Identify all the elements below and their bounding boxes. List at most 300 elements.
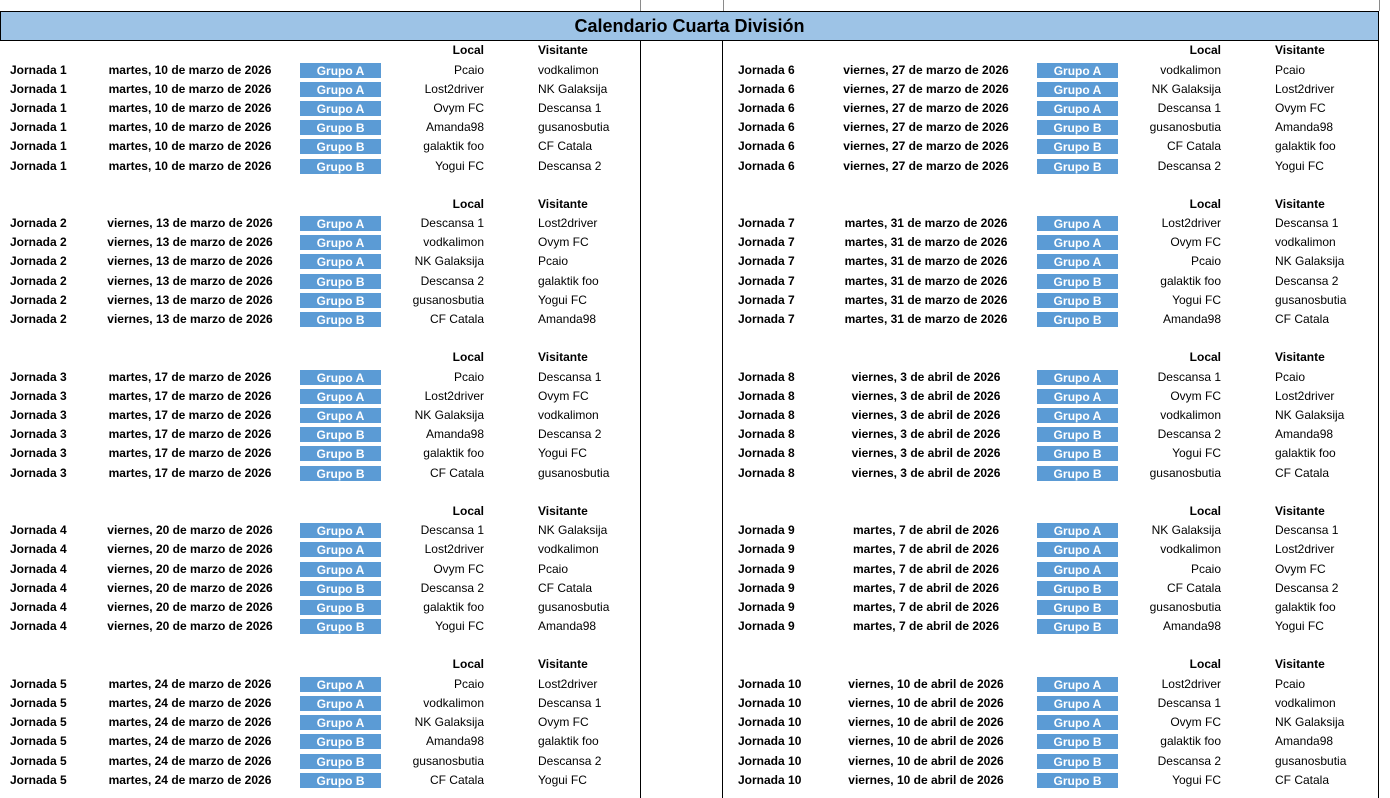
jornada-cell[interactable]: Jornada 2 xyxy=(10,254,67,269)
group-cell[interactable]: Grupo A xyxy=(1036,561,1119,578)
group-cell[interactable]: Grupo B xyxy=(1036,772,1119,789)
group-cell[interactable]: Grupo B xyxy=(299,138,382,155)
jornada-cell[interactable]: Jornada 7 xyxy=(738,254,795,269)
away-team-cell[interactable]: Amanda98 xyxy=(1275,734,1334,749)
away-team-cell[interactable]: Descansa 1 xyxy=(538,696,602,711)
away-team-cell[interactable]: Descansa 1 xyxy=(1275,523,1339,538)
home-team-cell[interactable]: Amanda98 xyxy=(1162,312,1221,327)
date-cell[interactable]: viernes, 3 de abril de 2026 xyxy=(851,465,1001,480)
group-cell[interactable]: Grupo B xyxy=(299,119,382,136)
group-cell[interactable]: Grupo A xyxy=(1036,522,1119,539)
home-team-cell[interactable]: Lost2driver xyxy=(1161,676,1221,691)
away-team-cell[interactable]: gusanosbutia xyxy=(538,600,610,615)
away-team-cell[interactable]: Pcaio xyxy=(538,561,569,576)
away-team-cell[interactable]: Descansa 2 xyxy=(538,753,602,768)
jornada-cell[interactable]: Jornada 1 xyxy=(10,139,67,154)
home-team-cell[interactable]: NK Galaksija xyxy=(414,715,484,730)
group-cell[interactable]: Grupo A xyxy=(299,369,382,386)
date-cell[interactable]: viernes, 27 de marzo de 2026 xyxy=(843,100,1009,115)
home-team-cell[interactable]: CF Catala xyxy=(1166,139,1221,154)
jornada-cell[interactable]: Jornada 8 xyxy=(738,369,795,384)
group-cell[interactable]: Grupo A xyxy=(299,62,382,79)
group-cell[interactable]: Grupo B xyxy=(299,292,382,309)
home-team-cell[interactable]: Lost2driver xyxy=(424,388,484,403)
jornada-cell[interactable]: Jornada 10 xyxy=(738,753,802,768)
home-team-cell[interactable]: Yogui FC xyxy=(435,158,484,173)
home-team-cell[interactable]: vodkalimon xyxy=(1160,408,1221,423)
group-cell[interactable]: Grupo B xyxy=(1036,465,1119,482)
away-team-cell[interactable]: Descansa 2 xyxy=(1275,273,1339,288)
home-team-cell[interactable]: CF Catala xyxy=(1166,580,1221,595)
away-team-cell[interactable]: NK Galaksija xyxy=(538,81,608,96)
group-cell[interactable]: Grupo A xyxy=(1036,695,1119,712)
group-cell[interactable]: Grupo A xyxy=(299,407,382,424)
local-header[interactable]: Local xyxy=(1189,196,1221,211)
home-team-cell[interactable]: CF Catala xyxy=(429,465,484,480)
jornada-cell[interactable]: Jornada 5 xyxy=(10,696,67,711)
away-team-cell[interactable]: Pcaio xyxy=(1275,676,1306,691)
date-cell[interactable]: viernes, 3 de abril de 2026 xyxy=(851,388,1001,403)
jornada-cell[interactable]: Jornada 3 xyxy=(10,465,67,480)
group-cell[interactable]: Grupo B xyxy=(1036,580,1119,597)
group-cell[interactable]: Grupo A xyxy=(1036,234,1119,251)
jornada-cell[interactable]: Jornada 2 xyxy=(10,292,67,307)
date-cell[interactable]: viernes, 13 de marzo de 2026 xyxy=(107,273,273,288)
date-cell[interactable]: viernes, 10 de abril de 2026 xyxy=(848,734,1004,749)
home-team-cell[interactable]: gusanosbutia xyxy=(412,292,484,307)
group-cell[interactable]: Grupo B xyxy=(1036,733,1119,750)
jornada-cell[interactable]: Jornada 8 xyxy=(738,465,795,480)
date-cell[interactable]: viernes, 27 de marzo de 2026 xyxy=(843,139,1009,154)
jornada-cell[interactable]: Jornada 8 xyxy=(738,408,795,423)
away-team-cell[interactable]: galaktik foo xyxy=(1275,600,1336,615)
jornada-cell[interactable]: Jornada 4 xyxy=(10,580,67,595)
away-team-cell[interactable]: Descansa 1 xyxy=(538,100,602,115)
home-team-cell[interactable]: Ovym FC xyxy=(1170,715,1221,730)
home-team-cell[interactable]: gusanosbutia xyxy=(1149,465,1221,480)
date-cell[interactable]: martes, 17 de marzo de 2026 xyxy=(108,427,272,442)
date-cell[interactable]: martes, 7 de abril de 2026 xyxy=(852,542,1000,557)
jornada-cell[interactable]: Jornada 10 xyxy=(738,734,802,749)
away-team-cell[interactable]: gusanosbutia xyxy=(538,465,610,480)
date-cell[interactable]: martes, 10 de marzo de 2026 xyxy=(108,158,272,173)
jornada-cell[interactable]: Jornada 2 xyxy=(10,235,67,250)
jornada-cell[interactable]: Jornada 5 xyxy=(10,753,67,768)
home-team-cell[interactable]: CF Catala xyxy=(429,772,484,787)
jornada-cell[interactable]: Jornada 1 xyxy=(10,158,67,173)
jornada-cell[interactable]: Jornada 3 xyxy=(10,369,67,384)
jornada-cell[interactable]: Jornada 6 xyxy=(738,62,795,77)
home-team-cell[interactable]: Descansa 2 xyxy=(420,273,484,288)
group-cell[interactable]: Grupo B xyxy=(1036,273,1119,290)
jornada-cell[interactable]: Jornada 10 xyxy=(738,696,802,711)
local-header[interactable]: Local xyxy=(1189,43,1221,57)
jornada-cell[interactable]: Jornada 8 xyxy=(738,446,795,461)
date-cell[interactable]: viernes, 20 de marzo de 2026 xyxy=(107,580,273,595)
date-cell[interactable]: viernes, 27 de marzo de 2026 xyxy=(843,158,1009,173)
away-team-cell[interactable]: vodkalimon xyxy=(538,542,599,557)
away-team-cell[interactable]: galaktik foo xyxy=(538,734,599,749)
date-cell[interactable]: martes, 7 de abril de 2026 xyxy=(852,561,1000,576)
home-team-cell[interactable]: NK Galaksija xyxy=(1151,523,1221,538)
home-team-cell[interactable]: Ovym FC xyxy=(433,100,484,115)
group-cell[interactable]: Grupo A xyxy=(299,541,382,558)
date-cell[interactable]: martes, 17 de marzo de 2026 xyxy=(108,408,272,423)
jornada-cell[interactable]: Jornada 2 xyxy=(10,216,67,231)
home-team-cell[interactable]: Ovym FC xyxy=(1170,235,1221,250)
date-cell[interactable]: martes, 10 de marzo de 2026 xyxy=(108,100,272,115)
away-team-cell[interactable]: Yogui FC xyxy=(538,446,587,461)
home-team-cell[interactable]: Lost2driver xyxy=(1161,216,1221,231)
home-team-cell[interactable]: Pcaio xyxy=(453,676,484,691)
jornada-cell[interactable]: Jornada 7 xyxy=(738,292,795,307)
away-team-cell[interactable]: CF Catala xyxy=(1275,312,1330,327)
away-team-cell[interactable]: Yogui FC xyxy=(538,292,587,307)
date-cell[interactable]: viernes, 27 de marzo de 2026 xyxy=(843,120,1009,135)
home-team-cell[interactable]: Yogui FC xyxy=(1172,446,1221,461)
home-team-cell[interactable]: NK Galaksija xyxy=(414,408,484,423)
group-cell[interactable]: Grupo B xyxy=(1036,311,1119,328)
jornada-cell[interactable]: Jornada 1 xyxy=(10,81,67,96)
home-team-cell[interactable]: NK Galaksija xyxy=(1151,81,1221,96)
home-team-cell[interactable]: Descansa 1 xyxy=(420,216,484,231)
home-team-cell[interactable]: Amanda98 xyxy=(1162,619,1221,634)
group-cell[interactable]: Grupo A xyxy=(299,215,382,232)
date-cell[interactable]: martes, 17 de marzo de 2026 xyxy=(108,446,272,461)
date-cell[interactable]: viernes, 13 de marzo de 2026 xyxy=(107,235,273,250)
jornada-cell[interactable]: Jornada 9 xyxy=(738,542,795,557)
jornada-cell[interactable]: Jornada 1 xyxy=(10,62,67,77)
group-cell[interactable]: Grupo A xyxy=(299,695,382,712)
home-team-cell[interactable]: Descansa 2 xyxy=(1157,158,1221,173)
jornada-cell[interactable]: Jornada 5 xyxy=(10,734,67,749)
home-team-cell[interactable]: vodkalimon xyxy=(423,235,484,250)
jornada-cell[interactable]: Jornada 10 xyxy=(738,715,802,730)
away-team-cell[interactable]: Yogui FC xyxy=(1275,619,1324,634)
local-header[interactable]: Local xyxy=(1189,503,1221,518)
date-cell[interactable]: viernes, 27 de marzo de 2026 xyxy=(843,81,1009,96)
away-team-cell[interactable]: CF Catala xyxy=(538,580,593,595)
group-cell[interactable]: Grupo A xyxy=(299,676,382,693)
visitante-header[interactable]: Visitante xyxy=(538,196,588,211)
away-team-cell[interactable]: gusanosbutia xyxy=(1275,753,1347,768)
date-cell[interactable]: martes, 24 de marzo de 2026 xyxy=(108,715,272,730)
visitante-header[interactable]: Visitante xyxy=(1275,350,1325,365)
home-team-cell[interactable]: galaktik foo xyxy=(423,600,484,615)
group-cell[interactable]: Grupo A xyxy=(1036,407,1119,424)
date-cell[interactable]: viernes, 20 de marzo de 2026 xyxy=(107,542,273,557)
jornada-cell[interactable]: Jornada 7 xyxy=(738,273,795,288)
jornada-cell[interactable]: Jornada 10 xyxy=(738,772,802,787)
local-header[interactable]: Local xyxy=(452,657,484,672)
date-cell[interactable]: martes, 31 de marzo de 2026 xyxy=(844,312,1008,327)
date-cell[interactable]: martes, 17 de marzo de 2026 xyxy=(108,465,272,480)
date-cell[interactable]: viernes, 13 de marzo de 2026 xyxy=(107,312,273,327)
away-team-cell[interactable]: CF Catala xyxy=(1275,465,1330,480)
home-team-cell[interactable]: Descansa 2 xyxy=(1157,753,1221,768)
group-cell[interactable]: Grupo A xyxy=(1036,62,1119,79)
home-team-cell[interactable]: Ovym FC xyxy=(1170,388,1221,403)
date-cell[interactable]: martes, 10 de marzo de 2026 xyxy=(108,81,272,96)
away-team-cell[interactable]: Amanda98 xyxy=(1275,120,1334,135)
home-team-cell[interactable]: CF Catala xyxy=(429,312,484,327)
jornada-cell[interactable]: Jornada 8 xyxy=(738,427,795,442)
home-team-cell[interactable]: vodkalimon xyxy=(1160,542,1221,557)
away-team-cell[interactable]: galaktik foo xyxy=(1275,446,1336,461)
group-cell[interactable]: Grupo B xyxy=(1036,426,1119,443)
date-cell[interactable]: martes, 31 de marzo de 2026 xyxy=(844,254,1008,269)
home-team-cell[interactable]: Descansa 2 xyxy=(420,580,484,595)
jornada-cell[interactable]: Jornada 10 xyxy=(738,676,802,691)
date-cell[interactable]: viernes, 3 de abril de 2026 xyxy=(851,446,1001,461)
home-team-cell[interactable]: NK Galaksija xyxy=(414,254,484,269)
away-team-cell[interactable]: Amanda98 xyxy=(538,619,597,634)
away-team-cell[interactable]: vodkalimon xyxy=(1275,696,1336,711)
date-cell[interactable]: viernes, 13 de marzo de 2026 xyxy=(107,254,273,269)
away-team-cell[interactable]: Lost2driver xyxy=(538,216,598,231)
jornada-cell[interactable]: Jornada 5 xyxy=(10,715,67,730)
date-cell[interactable]: viernes, 20 de marzo de 2026 xyxy=(107,600,273,615)
group-cell[interactable]: Grupo B xyxy=(1036,618,1119,635)
group-cell[interactable]: Grupo A xyxy=(299,253,382,270)
home-team-cell[interactable]: galaktik foo xyxy=(423,139,484,154)
jornada-cell[interactable]: Jornada 1 xyxy=(10,100,67,115)
group-cell[interactable]: Grupo A xyxy=(1036,81,1119,98)
group-cell[interactable]: Grupo A xyxy=(1036,253,1119,270)
home-team-cell[interactable]: Pcaio xyxy=(453,62,484,77)
home-team-cell[interactable]: Pcaio xyxy=(1190,561,1221,576)
date-cell[interactable]: viernes, 10 de abril de 2026 xyxy=(848,715,1004,730)
jornada-cell[interactable]: Jornada 1 xyxy=(10,120,67,135)
home-team-cell[interactable]: gusanosbutia xyxy=(412,753,484,768)
away-team-cell[interactable]: CF Catala xyxy=(1275,772,1330,787)
group-cell[interactable]: Grupo A xyxy=(1036,100,1119,117)
group-cell[interactable]: Grupo A xyxy=(299,522,382,539)
group-cell[interactable]: Grupo B xyxy=(299,580,382,597)
group-cell[interactable]: Grupo B xyxy=(299,733,382,750)
home-team-cell[interactable]: Lost2driver xyxy=(424,81,484,96)
group-cell[interactable]: Grupo A xyxy=(299,388,382,405)
date-cell[interactable]: viernes, 3 de abril de 2026 xyxy=(851,369,1001,384)
date-cell[interactable]: viernes, 20 de marzo de 2026 xyxy=(107,619,273,634)
date-cell[interactable]: martes, 10 de marzo de 2026 xyxy=(108,120,272,135)
group-cell[interactable]: Grupo B xyxy=(1036,119,1119,136)
away-team-cell[interactable]: Descansa 2 xyxy=(1275,580,1339,595)
home-team-cell[interactable]: Amanda98 xyxy=(425,427,484,442)
date-cell[interactable]: martes, 24 de marzo de 2026 xyxy=(108,753,272,768)
date-cell[interactable]: martes, 24 de marzo de 2026 xyxy=(108,696,272,711)
date-cell[interactable]: martes, 10 de marzo de 2026 xyxy=(108,62,272,77)
jornada-cell[interactable]: Jornada 4 xyxy=(10,619,67,634)
date-cell[interactable]: viernes, 27 de marzo de 2026 xyxy=(843,62,1009,77)
away-team-cell[interactable]: vodkalimon xyxy=(538,62,599,77)
away-team-cell[interactable]: Pcaio xyxy=(1275,62,1306,77)
date-cell[interactable]: martes, 17 de marzo de 2026 xyxy=(108,369,272,384)
jornada-cell[interactable]: Jornada 9 xyxy=(738,561,795,576)
group-cell[interactable]: Grupo B xyxy=(299,273,382,290)
group-cell[interactable]: Grupo B xyxy=(299,753,382,770)
home-team-cell[interactable]: gusanosbutia xyxy=(1149,600,1221,615)
group-cell[interactable]: Grupo B xyxy=(1036,599,1119,616)
date-cell[interactable]: martes, 7 de abril de 2026 xyxy=(852,600,1000,615)
group-cell[interactable]: Grupo A xyxy=(299,234,382,251)
away-team-cell[interactable]: Lost2driver xyxy=(1275,388,1335,403)
date-cell[interactable]: martes, 7 de abril de 2026 xyxy=(852,580,1000,595)
group-cell[interactable]: Grupo B xyxy=(299,426,382,443)
jornada-cell[interactable]: Jornada 7 xyxy=(738,235,795,250)
group-cell[interactable]: Grupo B xyxy=(1036,292,1119,309)
group-cell[interactable]: Grupo B xyxy=(299,618,382,635)
jornada-cell[interactable]: Jornada 2 xyxy=(10,312,67,327)
away-team-cell[interactable]: Pcaio xyxy=(1275,369,1306,384)
home-team-cell[interactable]: Lost2driver xyxy=(424,542,484,557)
home-team-cell[interactable]: Amanda98 xyxy=(425,120,484,135)
date-cell[interactable]: martes, 17 de marzo de 2026 xyxy=(108,388,272,403)
jornada-cell[interactable]: Jornada 4 xyxy=(10,523,67,538)
away-team-cell[interactable]: Descansa 2 xyxy=(538,158,602,173)
home-team-cell[interactable]: Yogui FC xyxy=(1172,772,1221,787)
away-team-cell[interactable]: gusanosbutia xyxy=(1275,292,1347,307)
away-team-cell[interactable]: Yogui FC xyxy=(538,772,587,787)
date-cell[interactable]: viernes, 10 de abril de 2026 xyxy=(848,676,1004,691)
date-cell[interactable]: viernes, 13 de marzo de 2026 xyxy=(107,292,273,307)
date-cell[interactable]: martes, 31 de marzo de 2026 xyxy=(844,216,1008,231)
visitante-header[interactable]: Visitante xyxy=(1275,196,1325,211)
local-header[interactable]: Local xyxy=(452,350,484,365)
away-team-cell[interactable]: Descansa 2 xyxy=(538,427,602,442)
visitante-header[interactable]: Visitante xyxy=(538,350,588,365)
visitante-header[interactable]: Visitante xyxy=(1275,503,1325,518)
jornada-cell[interactable]: Jornada 8 xyxy=(738,388,795,403)
date-cell[interactable]: viernes, 10 de abril de 2026 xyxy=(848,753,1004,768)
away-team-cell[interactable]: NK Galaksija xyxy=(538,523,608,538)
away-team-cell[interactable]: Ovym FC xyxy=(538,388,589,403)
date-cell[interactable]: viernes, 3 de abril de 2026 xyxy=(851,427,1001,442)
date-cell[interactable]: viernes, 10 de abril de 2026 xyxy=(848,696,1004,711)
jornada-cell[interactable]: Jornada 3 xyxy=(10,388,67,403)
away-team-cell[interactable]: vodkalimon xyxy=(1275,235,1336,250)
date-cell[interactable]: martes, 7 de abril de 2026 xyxy=(852,523,1000,538)
away-team-cell[interactable]: Lost2driver xyxy=(1275,542,1335,557)
group-cell[interactable]: Grupo B xyxy=(1036,753,1119,770)
date-cell[interactable]: viernes, 10 de abril de 2026 xyxy=(848,772,1004,787)
away-team-cell[interactable]: Ovym FC xyxy=(1275,561,1326,576)
group-cell[interactable]: Grupo A xyxy=(299,100,382,117)
away-team-cell[interactable]: NK Galaksija xyxy=(1275,408,1345,423)
group-cell[interactable]: Grupo B xyxy=(1036,158,1119,175)
away-team-cell[interactable]: Descansa 1 xyxy=(1275,216,1339,231)
jornada-cell[interactable]: Jornada 2 xyxy=(10,273,67,288)
date-cell[interactable]: viernes, 13 de marzo de 2026 xyxy=(107,216,273,231)
away-team-cell[interactable]: vodkalimon xyxy=(538,408,599,423)
jornada-cell[interactable]: Jornada 9 xyxy=(738,523,795,538)
group-cell[interactable]: Grupo B xyxy=(1036,445,1119,462)
away-team-cell[interactable]: CF Catala xyxy=(538,139,593,154)
date-cell[interactable]: viernes, 3 de abril de 2026 xyxy=(851,408,1001,423)
jornada-cell[interactable]: Jornada 6 xyxy=(738,158,795,173)
away-team-cell[interactable]: Pcaio xyxy=(538,254,569,269)
visitante-header[interactable]: Visitante xyxy=(1275,657,1325,672)
jornada-cell[interactable]: Jornada 7 xyxy=(738,312,795,327)
away-team-cell[interactable]: Ovym FC xyxy=(538,715,589,730)
home-team-cell[interactable]: Descansa 1 xyxy=(1157,100,1221,115)
away-team-cell[interactable]: galaktik foo xyxy=(538,273,599,288)
jornada-cell[interactable]: Jornada 6 xyxy=(738,120,795,135)
home-team-cell[interactable]: Descansa 1 xyxy=(420,523,484,538)
jornada-cell[interactable]: Jornada 9 xyxy=(738,600,795,615)
away-team-cell[interactable]: NK Galaksija xyxy=(1275,254,1345,269)
group-cell[interactable]: Grupo A xyxy=(1036,369,1119,386)
local-header[interactable]: Local xyxy=(1189,657,1221,672)
date-cell[interactable]: martes, 31 de marzo de 2026 xyxy=(844,235,1008,250)
jornada-cell[interactable]: Jornada 4 xyxy=(10,561,67,576)
local-header[interactable]: Local xyxy=(452,196,484,211)
group-cell[interactable]: Grupo A xyxy=(1036,541,1119,558)
group-cell[interactable]: Grupo A xyxy=(1036,714,1119,731)
date-cell[interactable]: martes, 7 de abril de 2026 xyxy=(852,619,1000,634)
away-team-cell[interactable]: Yogui FC xyxy=(1275,158,1324,173)
away-team-cell[interactable]: Lost2driver xyxy=(1275,81,1335,96)
local-header[interactable]: Local xyxy=(1189,350,1221,365)
group-cell[interactable]: Grupo B xyxy=(299,465,382,482)
away-team-cell[interactable]: Amanda98 xyxy=(538,312,597,327)
jornada-cell[interactable]: Jornada 9 xyxy=(738,580,795,595)
group-cell[interactable]: Grupo B xyxy=(299,311,382,328)
date-cell[interactable]: martes, 10 de marzo de 2026 xyxy=(108,139,272,154)
home-team-cell[interactable]: Descansa 1 xyxy=(1157,369,1221,384)
date-cell[interactable]: viernes, 20 de marzo de 2026 xyxy=(107,561,273,576)
group-cell[interactable]: Grupo B xyxy=(299,772,382,789)
home-team-cell[interactable]: galaktik foo xyxy=(1160,273,1221,288)
home-team-cell[interactable]: galaktik foo xyxy=(423,446,484,461)
date-cell[interactable]: martes, 31 de marzo de 2026 xyxy=(844,292,1008,307)
away-team-cell[interactable]: Ovym FC xyxy=(538,235,589,250)
away-team-cell[interactable]: Descansa 1 xyxy=(538,369,602,384)
home-team-cell[interactable]: Descansa 1 xyxy=(1157,696,1221,711)
date-cell[interactable]: viernes, 20 de marzo de 2026 xyxy=(107,523,273,538)
group-cell[interactable]: Grupo A xyxy=(1036,388,1119,405)
jornada-cell[interactable]: Jornada 6 xyxy=(738,139,795,154)
jornada-cell[interactable]: Jornada 9 xyxy=(738,619,795,634)
visitante-header[interactable]: Visitante xyxy=(538,503,588,518)
group-cell[interactable]: Grupo B xyxy=(1036,138,1119,155)
jornada-cell[interactable]: Jornada 3 xyxy=(10,408,67,423)
home-team-cell[interactable]: gusanosbutia xyxy=(1149,120,1221,135)
home-team-cell[interactable]: Pcaio xyxy=(453,369,484,384)
home-team-cell[interactable]: vodkalimon xyxy=(1160,62,1221,77)
visitante-header[interactable]: Visitante xyxy=(1275,43,1325,57)
home-team-cell[interactable]: galaktik foo xyxy=(1160,734,1221,749)
jornada-cell[interactable]: Jornada 4 xyxy=(10,600,67,615)
date-cell[interactable]: martes, 24 de marzo de 2026 xyxy=(108,676,272,691)
group-cell[interactable]: Grupo B xyxy=(299,158,382,175)
group-cell[interactable]: Grupo B xyxy=(299,445,382,462)
visitante-header[interactable]: Visitante xyxy=(538,657,588,672)
away-team-cell[interactable]: galaktik foo xyxy=(1275,139,1336,154)
jornada-cell[interactable]: Jornada 4 xyxy=(10,542,67,557)
home-team-cell[interactable]: Amanda98 xyxy=(425,734,484,749)
date-cell[interactable]: martes, 24 de marzo de 2026 xyxy=(108,734,272,749)
date-cell[interactable]: martes, 24 de marzo de 2026 xyxy=(108,772,272,787)
away-team-cell[interactable]: Lost2driver xyxy=(538,676,598,691)
home-team-cell[interactable]: Yogui FC xyxy=(1172,292,1221,307)
local-header[interactable]: Local xyxy=(452,43,484,57)
home-team-cell[interactable]: Yogui FC xyxy=(435,619,484,634)
group-cell[interactable]: Grupo A xyxy=(299,81,382,98)
away-team-cell[interactable]: Amanda98 xyxy=(1275,427,1334,442)
home-team-cell[interactable]: Descansa 2 xyxy=(1157,427,1221,442)
group-cell[interactable]: Grupo A xyxy=(1036,676,1119,693)
